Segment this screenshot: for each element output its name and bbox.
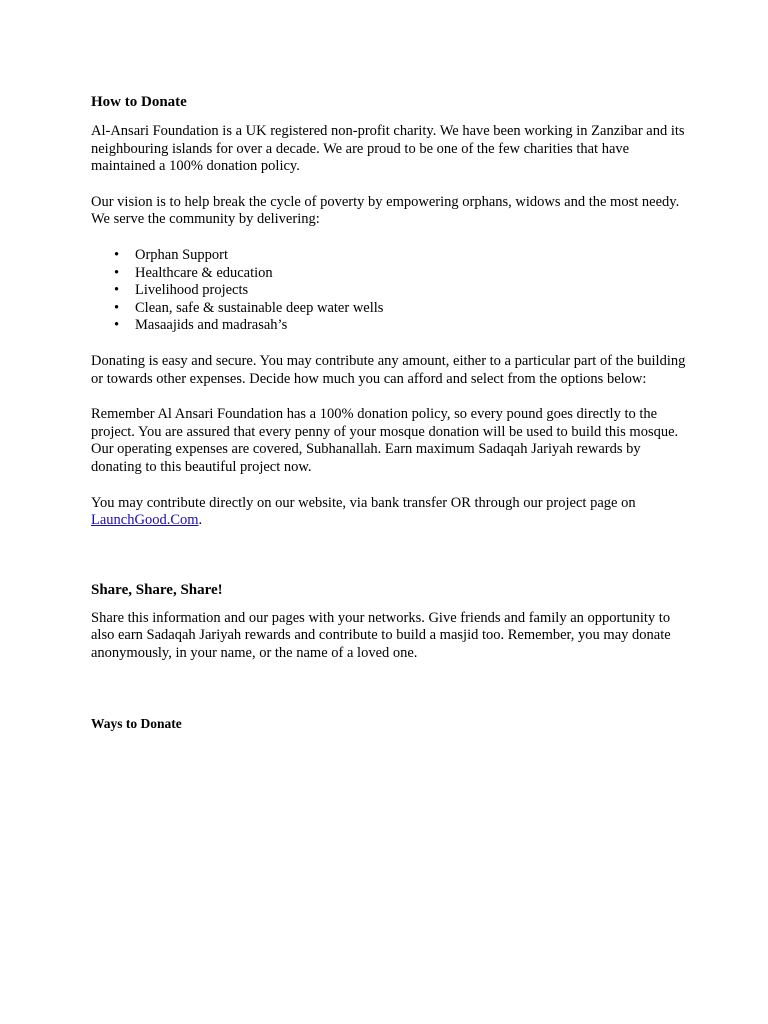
- ways-to-donate-heading: Ways to Donate: [91, 716, 182, 732]
- section-spacer: [91, 662, 691, 715]
- launchgood-link[interactable]: LaunchGood.Com: [91, 512, 199, 529]
- service-label: Orphan Support: [135, 246, 229, 263]
- services-list: [91, 247, 691, 335]
- document-content: [91, 93, 691, 733]
- donating-paragraph: Donating is easy and secure. You may contribute any amount, either to a particular part of the building or towards other expenses. Decide how much you can afford and select from the options below:: [91, 352, 686, 387]
- share-heading: Share, Share, Share!: [91, 581, 223, 598]
- policy-paragraph: Remember Al Ansari Foundation has a 100% donation policy, so every pound goes directly to the project. You are assured that every penny of your mosque donation will be used to build this mosque. Our operating expenses are covered, Subhanallah. Earn maximum Sadaqah Jariyah rewards by donating to this beautiful project now.: [91, 406, 679, 475]
- service-label: Healthcare & education: [135, 264, 273, 281]
- intro-paragraph: Al-Ansari Foundation is a UK registered non-profit charity. We have been working in Zanzibar and its neighbouring islands for over a decade. We are proud to be one of the few charities that have maintained a 100% donation policy.: [91, 123, 685, 175]
- contribute-paragraph: [91, 495, 691, 530]
- section-spacer: [91, 530, 691, 581]
- bullet-icon: •: [114, 317, 120, 334]
- bullet-icon: •: [114, 282, 120, 299]
- bullet-icon: •: [114, 299, 120, 316]
- list-item: [114, 317, 691, 335]
- bullet-icon: •: [114, 264, 120, 281]
- list-item: [114, 246, 691, 265]
- service-label: Livelihood projects: [135, 282, 249, 299]
- service-label: Masaajids and madrasah’s: [135, 317, 288, 334]
- service-label: Clean, safe & sustainable deep water wells: [135, 299, 384, 316]
- contribute-text: You may contribute directly on our website, via bank transfer OR through our project page on: [91, 494, 636, 511]
- list-item: [114, 299, 691, 318]
- list-item: [114, 282, 691, 300]
- contribute-end: .: [198, 512, 203, 529]
- list-item: [114, 264, 691, 283]
- vision-paragraph: Our vision is to help break the cycle of poverty by empowering orphans, widows and the most needy. We serve the community by delivering:: [91, 193, 680, 228]
- bullet-icon: •: [114, 246, 120, 263]
- share-paragraph: Share this information and our pages with your networks. Give friends and family an opportunity to also earn Sadaqah Jariyah rewards and contribute to build a masjid too. Remember, you may donate anonymously, in your name, or the name of a loved one.: [91, 609, 671, 661]
- how-to-donate-heading: How to Donate: [91, 94, 187, 110]
